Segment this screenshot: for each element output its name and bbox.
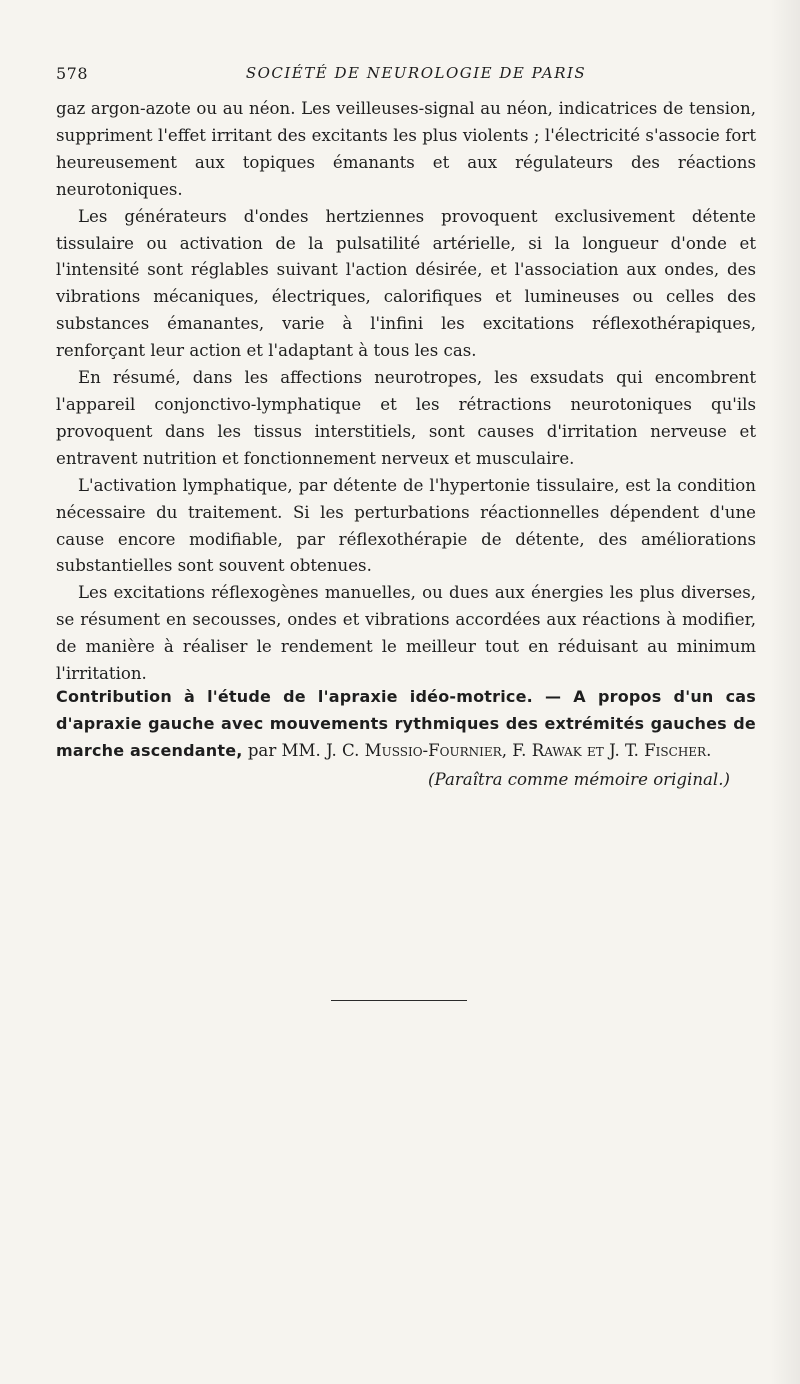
communication-title: Contribution à l'étude de l'apraxie idéo-motrice. — A propos d'un cas d'apraxie gauche avec mouvements rythmiques des extrémités gauches de marche ascendante, [56,687,756,760]
paragraph: gaz argon-azote ou au néon. Les veilleuses-signal au néon, indicatrices de tension, suppriment l'effet irritant des excitants les plus violents ; l'électricité s'associe fort heureusement aux topiques émanants et aux régulateurs des réactions neurotoniques. [56,99,756,199]
page-number: 578 [56,64,89,83]
page-edge-shadow [770,0,800,1384]
paragraph: Les générateurs d'ondes hertziennes provoquent exclusivement détente tissulaire ou activation de la pulsatilité artérielle, si la longueur d'onde et l'intensité sont réglables suivant l'action désirée, et l'association aux ondes, des vibrations mécaniques, électriques, calorifiques et lumineuses ou celles des substances émanantes, varie à l'infini les excitations réflexothérapiques, renforçant leur action et l'adaptant à tous les cas. [56,206,756,361]
communication-note: (Paraîtra comme mémoire original.) [428,769,730,789]
body-text [56,96,756,688]
paragraph: Les excitations réflexogènes manuelles, ou dues aux énergies les plus diverses, se résument en secousses, ondes et vibrations accordées aux réactions à modifier, de manière à réaliser le rendement le meilleur tout en réduisant au minimum l'irritation. [56,583,756,684]
running-head [56,64,756,88]
communication-authors: J. C. Mussio-Fournier, F. Rawak et J. T. Fischer. [326,740,712,760]
paragraph: L'activation lymphatique, par détente de l'hypertonie tissulaire, est la condition nécessaire du traitement. Si les perturbations réactionnelles dépendent d'une cause encore modifiable, par réflexothérapie de détente, des améliorations substantielles sont souvent obtenues. [56,475,756,576]
journal-title: SOCIÉTÉ DE NEUROLOGIE DE PARIS [245,64,587,82]
communication-by: par MM. [247,740,321,760]
communication-entry [56,684,756,794]
paragraph: En résumé, dans les affections neurotropes, les exsudats qui encombrent l'appareil conjonctivo-lymphatique et les rétractions neurotoniques qu'ils provoquent dans les tissus interstitiels, sont causes d'irritation nerveuse et entravent nutrition et fonctionnement nerveux et musculaire. [56,368,756,468]
communication-heading [56,684,756,765]
section-end-rule [331,1000,467,1001]
